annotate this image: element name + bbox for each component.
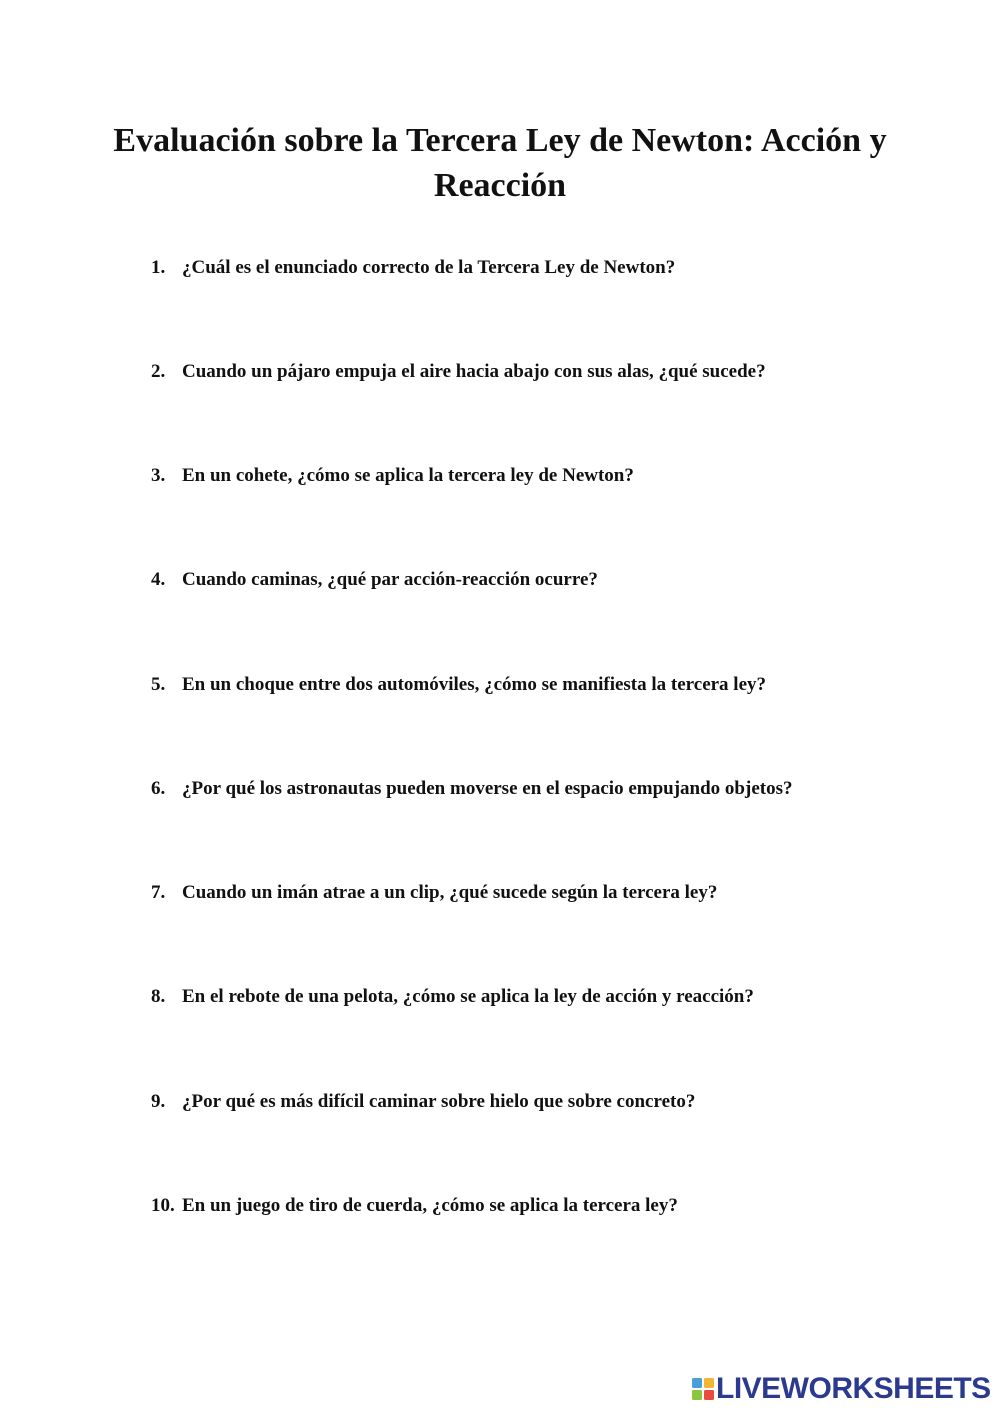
question-text: En el rebote de una pelota, ¿cómo se aplica la ley de acción y reacción? <box>182 986 754 1007</box>
question-item <box>151 881 911 905</box>
question-number: 1. <box>151 257 166 278</box>
question-number: 9. <box>151 1091 166 1112</box>
question-text: En un choque entre dos automóviles, ¿cómo se manifiesta la tercera ley? <box>182 674 767 695</box>
question-item <box>151 1194 911 1218</box>
question-text: ¿Por qué es más difícil caminar sobre hielo que sobre concreto? <box>182 1091 696 1112</box>
question-item <box>151 256 911 280</box>
question-number: 5. <box>151 674 166 695</box>
question-item <box>151 360 911 384</box>
question-item <box>151 568 911 592</box>
question-text: Cuando un pájaro empuja el aire hacia abajo con sus alas, ¿qué sucede? <box>182 361 766 382</box>
question-item <box>151 464 911 488</box>
question-text: En un juego de tiro de cuerda, ¿cómo se aplica la tercera ley? <box>182 1195 678 1216</box>
question-item <box>151 777 911 801</box>
question-item <box>151 673 911 697</box>
question-number: 10. <box>151 1195 175 1216</box>
liveworksheets-logo-icon <box>692 1378 714 1400</box>
question-text: Cuando caminas, ¿qué par acción-reacción ocurre? <box>182 569 598 590</box>
question-number: 2. <box>151 361 166 382</box>
question-number: 3. <box>151 465 166 486</box>
question-text: En un cohete, ¿cómo se aplica la tercera ley de Newton? <box>182 465 634 486</box>
liveworksheets-logo-text: LIVEWORKSHEETS <box>716 1372 991 1405</box>
question-text: ¿Cuál es el enunciado correcto de la Tercera Ley de Newton? <box>182 257 676 278</box>
question-item <box>151 985 911 1009</box>
question-text: ¿Por qué los astronautas pueden moverse en el espacio empujando objetos? <box>182 778 793 799</box>
question-text: Cuando un imán atrae a un clip, ¿qué sucede según la tercera ley? <box>182 882 718 903</box>
question-number: 6. <box>151 778 166 799</box>
question-number: 4. <box>151 569 166 590</box>
liveworksheets-brand <box>692 1372 991 1406</box>
question-item <box>151 1090 911 1114</box>
question-number: 8. <box>151 986 166 1007</box>
document-title: Evaluación sobre la Tercera Ley de Newton: Acción y Reacción <box>113 122 887 204</box>
question-number: 7. <box>151 882 166 903</box>
